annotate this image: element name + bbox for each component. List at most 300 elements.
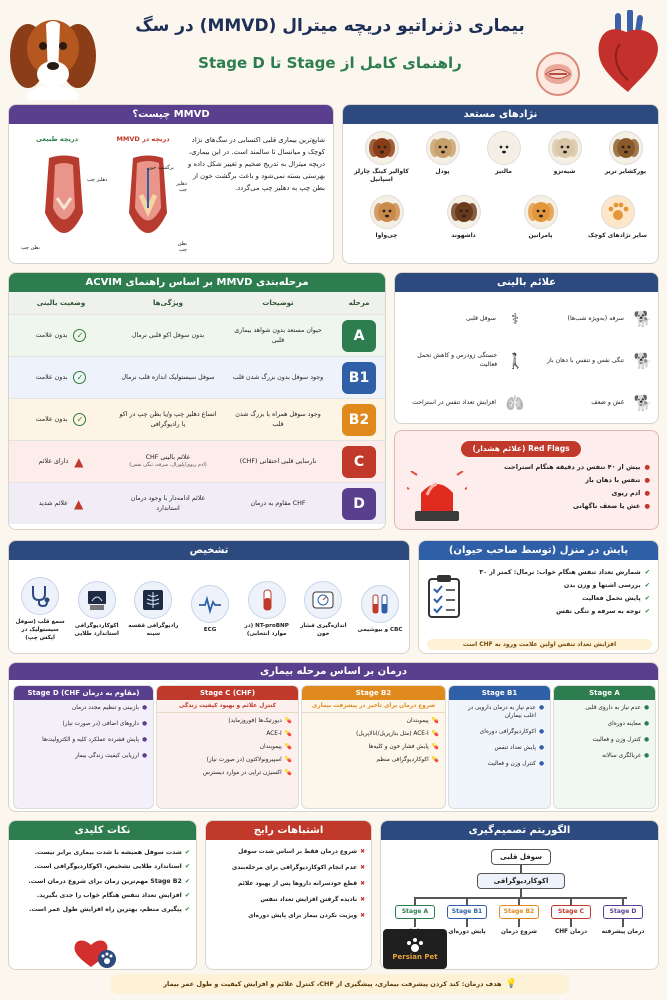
algo-connector: [518, 897, 520, 905]
treatment-stage-title: Stage B1: [449, 686, 550, 700]
algo-stage: Stage B2: [499, 905, 539, 919]
treatment-stage-b1: [448, 685, 551, 809]
treatment-stage-title: Stage C (CHF): [157, 686, 298, 700]
treatment-text: معاینه دوره‌ای: [607, 721, 641, 728]
brand-name: Persian Pet: [392, 953, 438, 961]
treatment-list: [14, 700, 153, 772]
diagnosis-text: NT-proBNP (در موارد انتخابی): [244, 623, 289, 637]
regurg-label: برگشت خون: [147, 165, 174, 171]
bullet-icon: ●: [538, 745, 544, 752]
bulb-icon: 💡: [505, 979, 517, 989]
dog-avatar-icon: [365, 131, 399, 165]
bullet-icon: ●: [644, 463, 650, 471]
sign-text: تنگی نفس و تنفس با دهان باز: [547, 356, 624, 364]
sign-item: [402, 299, 528, 339]
algo-connector: [622, 919, 624, 927]
breeds-title: نژادهای مستعد: [343, 105, 658, 124]
treatment-text: بازبینی و تنظیم مجدد درمان: [71, 705, 139, 711]
dog-avatar-icon: [370, 195, 404, 229]
footer-text: هدف درمان: کند کردن پیشرفت بیماری، پیشگیری از CHF، کنترل علائم و افزایش کیفیت و طول عمر بیمار: [163, 980, 502, 988]
home-item: [470, 608, 650, 615]
algo-stage: Stage B1: [447, 905, 487, 919]
bullet-icon: ●: [141, 705, 147, 711]
treatment-item: [308, 756, 439, 764]
stage-status: [9, 329, 113, 342]
check-circle-icon: ✓: [73, 329, 86, 342]
keypoint-item: [13, 849, 190, 857]
mistake-text: نادیده گرفتن افزایش تعداد تنفس: [260, 896, 358, 903]
treatment-list: [554, 700, 655, 772]
stage-status: [9, 413, 113, 426]
stage-desc: نارسایی قلبی احتقانی (CHF): [239, 457, 317, 465]
treatment-stage-d: [13, 685, 154, 809]
algo-action: شروع درمان: [501, 929, 537, 935]
page-title: بیماری دژنراتیو دریچه میترال (MMVD) در سگ: [135, 16, 525, 36]
check-icon: ✔: [184, 877, 190, 885]
diagnosis-items: [13, 569, 407, 651]
treatment-text: پیموبندان: [406, 718, 429, 724]
breed-item: [348, 195, 425, 257]
stage-label: C: [342, 446, 376, 478]
treatment-text: عدم نیاز به درمان دارویی در اغلب بیماران: [467, 705, 536, 720]
sign-text: سرفه (به‌ویژه شب‌ها): [567, 314, 624, 322]
sign-item: [530, 341, 656, 381]
treatment-item: [20, 704, 147, 712]
redflag-item: [500, 463, 650, 471]
mistake-item: [210, 849, 365, 857]
treatment-item: [560, 704, 649, 712]
check-icon: ✔: [184, 849, 190, 856]
diagnosis-text: اکوکاردیوگرافی استاندارد طلایی: [74, 623, 119, 637]
algo-stage: Stage A: [395, 905, 435, 919]
treatment-list: [449, 700, 550, 781]
keypoint-text: افزایش تعداد تنفس هنگام خواب را جدی بگیرید.: [36, 892, 182, 900]
xray-icon: [134, 581, 172, 619]
blood-pressure-icon: [304, 581, 342, 619]
bullet-icon: ●: [141, 721, 147, 728]
stage-badge: [333, 320, 385, 352]
mmvd-valve-label: دریچه در MMVD: [116, 135, 170, 143]
mistake-text: قطع خودسرانه داروها پس از بهبود علائم: [238, 880, 358, 887]
keypoint-item: [13, 878, 190, 886]
stage-features: سوفل سیستولیک اندازه قلب نرمال: [121, 373, 215, 381]
treatment-text: ACE-I: [266, 731, 282, 738]
stage-desc: CHF مقاوم به درمان: [250, 499, 306, 507]
algo-stage: Stage D: [603, 905, 643, 919]
keypoint-text: پیگیری منظم، بهترین راه افزایش طول عمر است.: [29, 906, 182, 914]
breed-item: [425, 195, 502, 257]
valve-diagrams: [17, 131, 187, 261]
clipboard-icon: [427, 573, 461, 619]
redflag-text: بیش از ۴۰ تنفس در دقیقه هنگام استراحت: [504, 463, 641, 471]
home-card: [418, 540, 659, 654]
treatment-stage-c: [156, 685, 299, 809]
algo-connector: [622, 897, 624, 905]
treatment-item: [455, 744, 544, 752]
diagnosis-item: [296, 581, 350, 639]
breed-name: کاوالیر کینگ چارلز اسپانیل: [354, 168, 409, 183]
treatment-item: [308, 730, 439, 738]
bullet-icon: ●: [538, 761, 544, 768]
stage-row: [9, 482, 385, 524]
mistake-text: شروع درمان فقط بر اساس شدت سوفل: [238, 849, 358, 855]
algorithm-card: [380, 820, 659, 970]
bullet-icon: ●: [643, 721, 649, 728]
stage-row: [9, 398, 385, 440]
diagnosis-text: CBC و بیوشیمی: [357, 627, 403, 634]
treatment-text: ACE-I (مثل بنازپریل/انالاپریل): [356, 731, 429, 738]
col-status: وضعیت بالینی: [36, 299, 86, 307]
treatment-item: [560, 752, 649, 760]
home-list: [470, 569, 650, 621]
warning-icon: ▲: [73, 496, 84, 511]
redflags-title: Red Flags (علائم هشدار): [461, 441, 581, 457]
check-icon: ✔: [644, 608, 650, 615]
dog-panting-icon: 🐕: [633, 352, 653, 370]
treatment-stage-b2: [301, 685, 446, 809]
mistake-text: عدم انجام اکوکاردیوگرافی برای مرحله‌بندی: [231, 864, 358, 871]
keypoint-text: Stage B2 مهم‌ترین زمان برای شروع درمان است.: [28, 877, 182, 885]
x-icon: ✖: [360, 896, 365, 903]
treatment-item: [308, 717, 439, 725]
sign-item: [530, 299, 656, 339]
treatment-text: غربالگری سالانه: [602, 753, 641, 760]
bullet-icon: ●: [644, 476, 650, 484]
treatment-item: [20, 736, 147, 744]
stage-features: اتساع دهلیز چپ و/یا بطن چپ در اکو یا رادیوگرافی: [119, 411, 217, 428]
redflag-text: غش یا ضعف ناگهانی: [572, 502, 641, 510]
diagnosis-title: تشخیص: [9, 541, 409, 560]
la-label-normal: دهلیز چپ: [87, 177, 108, 183]
algo-start: سوفل قلبی: [491, 849, 551, 865]
breed-item: [595, 131, 656, 193]
mistake-item: [210, 913, 365, 921]
mistakes-title: اشتباهات رایج: [206, 821, 371, 840]
treatment-item: [20, 720, 147, 728]
treatment-text: دیورتیک‌ها (فوروزماید): [228, 718, 282, 724]
bullet-icon: 💊: [284, 757, 292, 764]
treatment-text: پایش فشار خون و کلیه‌ها: [368, 744, 429, 751]
treatment-item: [20, 752, 147, 760]
ecg-icon: [191, 585, 229, 623]
treatment-stage-title: Stage D (CHF مقاوم به درمان): [14, 686, 153, 700]
x-icon: ✖: [360, 864, 365, 871]
x-icon: ✖: [360, 849, 365, 855]
bullet-icon: 💊: [284, 770, 292, 777]
home-text: شمارش تعداد تنفس هنگام خواب: نرمال: کمتر از ۳۰: [479, 569, 641, 576]
keypoint-text: شدت سوفل همیشه با شدت بیماری برابر نیست.: [34, 849, 182, 856]
mistake-item: [210, 897, 365, 905]
algo-echo: اکوکاردیوگرافی: [477, 873, 565, 889]
treatment-item: [560, 736, 649, 744]
breed-name: داشهوند: [451, 232, 476, 239]
treatment-text: پایش فشرده عملکرد کلیه و الکترولیت‌ها: [42, 737, 139, 744]
check-icon: ✔: [184, 892, 190, 900]
treatment-text: اکوکاردیوگرافی دوره‌ای: [479, 729, 536, 736]
col-feat: ویژگی‌ها: [153, 299, 183, 307]
what-is-card: [8, 104, 334, 264]
diagnosis-text: ECG: [203, 627, 217, 634]
stage-label: D: [342, 488, 376, 520]
stage-status-text: بدون علامت: [35, 416, 68, 423]
treatment-item: [163, 717, 292, 725]
stage-features-note: (ادم ریوی/پلورال، سرفه، تنگی نفس): [129, 462, 207, 469]
tired-person-icon: 🚶: [506, 352, 525, 370]
stage-badge: [333, 362, 385, 394]
stage-status-text: بدون علامت: [35, 374, 68, 381]
staging-rows: [9, 314, 385, 524]
echo-machine-icon: [78, 581, 116, 619]
sign-text: افزایش تعداد تنفس در استراحت: [412, 398, 496, 406]
breed-name: مالتیز: [495, 168, 512, 175]
diagnosis-text: رادیوگرافی قفسه سینه: [128, 623, 179, 637]
breed-item: [579, 195, 656, 257]
algo-action: پایش دوره‌ای: [448, 929, 486, 935]
treatment-item: [163, 730, 292, 738]
treatment-item: [455, 704, 544, 720]
mistakes-card: [205, 820, 372, 970]
algo-connector: [414, 919, 416, 927]
bullet-icon: ●: [643, 737, 649, 744]
diagnosis-item: [353, 585, 407, 635]
staging-header-row: [9, 292, 385, 314]
check-icon: ✔: [184, 906, 190, 914]
treatment-text: کنترل وزن و فعالیت: [592, 737, 641, 744]
stage-features: بدون سوفل اکو قلبی نرمال: [131, 331, 205, 339]
stage-desc: حیوان مستعد بدون شواهد بیماری قلبی: [234, 327, 322, 344]
bullet-icon: 💊: [431, 731, 439, 738]
bullet-icon: 💊: [284, 718, 292, 724]
fainting-dog-icon: 🐕: [633, 394, 653, 412]
treatment-text: اکسیژن تراپی در موارد دیسترس: [202, 770, 282, 777]
stage-row: [9, 356, 385, 398]
breed-name: چی‌واوا: [375, 232, 398, 239]
breed-name: پودل: [435, 168, 450, 175]
bullet-icon: ●: [643, 753, 649, 760]
diagnosis-card: [8, 540, 410, 654]
check-circle-icon: ✓: [73, 413, 86, 426]
algo-action: درمان پیشرفته: [601, 929, 645, 935]
signs-grid: [399, 299, 656, 423]
breed-item: [412, 131, 473, 193]
treatment-title: درمان بر اساس مرحله بیماری: [9, 663, 658, 680]
bullet-icon: ●: [644, 489, 650, 497]
keypoint-text: استاندارد طلایی تشخیص، اکوکاردیوگرافی است.: [34, 863, 182, 871]
dog-avatar-icon: [548, 131, 582, 165]
check-circle-icon: ✓: [73, 371, 86, 384]
home-text: پایش تحمل فعالیت: [581, 595, 641, 602]
bullet-icon: 💊: [284, 731, 292, 738]
keypoint-item: [13, 863, 190, 871]
mistake-item: [210, 881, 365, 889]
stage-row: [9, 440, 385, 482]
sign-item: [402, 341, 528, 381]
breed-item: [351, 131, 412, 193]
redflag-item: [500, 502, 650, 510]
algo-connector: [466, 897, 468, 905]
normal-valve-label: دریچه طبیعی: [35, 135, 79, 143]
redflag-item: [500, 476, 650, 484]
normal-valve-icon: [39, 153, 89, 253]
algo-connector: [518, 919, 520, 927]
valve-circle-icon: [536, 52, 580, 96]
sign-text: سوفل قلبی: [465, 314, 496, 322]
bullet-icon: ●: [141, 753, 147, 760]
algorithm-title: الگوریتم تصمیم‌گیری: [381, 821, 658, 840]
treatment-text: پیموبندان: [259, 744, 282, 751]
persian-pet-logo: [383, 929, 447, 969]
treatment-item: [163, 756, 292, 764]
sign-item: [402, 383, 528, 423]
footer-bar: [110, 974, 570, 994]
treatment-list: [157, 713, 298, 787]
page-subtitle: راهنمای کامل از Stage تا Stage D: [198, 54, 462, 72]
home-item: [470, 582, 650, 589]
redflag-item: [500, 489, 650, 497]
mistake-text: ویزیت نکردن بیمار برای پایش دوره‌ای: [248, 912, 358, 919]
bullet-icon: 💊: [431, 718, 439, 724]
heart-illustration: [590, 10, 662, 94]
redflag-text: ادم ریوی: [611, 489, 641, 497]
treatment-text: اکوکاردیوگرافی منظم: [376, 757, 429, 764]
bullet-icon: ●: [141, 737, 147, 744]
keypoints-list: [13, 849, 190, 921]
treatment-text: ارزیابی کیفیت زندگی بیمار: [75, 753, 139, 760]
treatment-text: کنترل وزن و فعالیت: [487, 761, 536, 768]
bullet-icon: ●: [643, 705, 649, 711]
mistakes-list: [210, 849, 365, 929]
stage-features: علائم ادامه‌دار با وجود درمان استاندارد: [130, 495, 206, 512]
treatment-text: داروهای اضافی (در صورت نیاز): [62, 721, 139, 728]
warning-icon: ▲: [74, 454, 84, 469]
diagnosis-text: سمع قلب (سوفل سیستولیک در اپکس چپ): [15, 619, 65, 641]
keypoint-item: [13, 906, 190, 914]
breed-name: شیه‌تزو: [553, 168, 576, 175]
diagnosis-item: [13, 577, 67, 642]
algo-action: درمان CHF: [554, 929, 588, 935]
stage-desc: وجود سوفل بدون بزرگ شدن قلب: [232, 373, 324, 381]
diagnosis-item: [183, 585, 237, 635]
redflag-text: تنفس با دهان باز: [585, 476, 641, 484]
stage-status-text: بدون علامت: [35, 332, 68, 339]
bullet-icon: 💊: [431, 744, 439, 751]
home-item: [470, 569, 650, 576]
bullet-icon: 💊: [431, 757, 439, 764]
x-icon: ✖: [360, 912, 365, 919]
breed-item: [473, 131, 534, 193]
stage-desc: وجود سوفل همراه با بزرگ شدن قلب: [235, 411, 321, 428]
staging-card: [8, 272, 386, 530]
treatment-text: اسپیرونولاکتون (در صورت نیاز): [206, 757, 282, 764]
sign-text: غش و ضعف: [591, 398, 624, 406]
stage-badge: [333, 488, 385, 520]
stage-row: [9, 314, 385, 356]
algo-connector: [570, 919, 572, 927]
breeds-grid: [347, 131, 656, 261]
home-title: پایش در منزل (توسط صاحب حیوان): [419, 541, 658, 560]
breed-item: [502, 195, 579, 257]
breed-name: یورکشایر تریر: [604, 168, 647, 175]
la-label-mmvd: دهلیز چپ: [176, 181, 187, 193]
test-tubes-icon: [361, 585, 399, 623]
stage-status: [9, 455, 113, 469]
breeds-card: [342, 104, 659, 264]
stage-badge: [333, 446, 385, 478]
header: [0, 0, 667, 100]
dog-avatar-icon: [609, 131, 643, 165]
keypoints-card: [8, 820, 197, 970]
check-icon: ✔: [644, 595, 650, 602]
stage-label: B1: [342, 362, 376, 394]
bullet-icon: ●: [538, 729, 544, 736]
check-icon: ✔: [184, 863, 190, 871]
treatment-card: [8, 662, 659, 812]
diagnosis-item: [240, 581, 294, 639]
dog-illustration: [6, 4, 100, 100]
treatment-stage-sub: کنترل علائم و بهبود کیفیت زندگی: [157, 700, 298, 713]
treatment-text: عدم نیاز به داروی قلبی: [585, 705, 641, 711]
what-is-text: شایع‌ترین بیماری قلبی اکتسابی در سگ‌های نژاد کوچک و میانسال تا سالمند است. در این بیماری، دریچه میترال به تدریج ضخیم و تغییر شکل داده و بهرستی بسته نمی‌شود و باعث برگشت خون از بطن چپ به دهلیز چپ می‌گردد.: [188, 136, 325, 192]
dog-cough-icon: 🐕: [633, 310, 653, 328]
dog-avatar-icon: [447, 195, 481, 229]
treatment-item: [455, 728, 544, 736]
redflags-list: [500, 463, 650, 515]
keypoints-title: نکات کلیدی: [9, 821, 196, 840]
treatment-columns: [13, 685, 656, 809]
check-icon: ✔: [644, 582, 650, 589]
signs-title: علائم بالینی: [395, 273, 658, 292]
check-icon: ✔: [644, 569, 650, 576]
treatment-stage-a: [553, 685, 656, 809]
dog-avatar-icon: [487, 131, 521, 165]
stage-status-text: دارای علائم: [38, 458, 69, 465]
algo-arrow-1: [520, 865, 522, 873]
stethoscope-icon: [21, 577, 59, 615]
algo-connector: [466, 919, 468, 927]
stage-status: [9, 371, 113, 384]
stage-badge: [333, 404, 385, 436]
breed-name: پامرانین: [528, 232, 553, 239]
sign-text: خستگی زودرس و کاهش تحمل فعالیت: [417, 352, 498, 368]
lungs-icon: 🫁: [505, 394, 525, 412]
algo-connector: [570, 897, 572, 905]
breed-item: [534, 131, 595, 193]
home-item: [470, 595, 650, 602]
algo-stage: Stage C: [551, 905, 591, 919]
stage-label: B2: [342, 404, 376, 436]
treatment-item: [163, 769, 292, 777]
algo-arrow-2: [520, 889, 522, 897]
x-icon: ✖: [360, 880, 365, 887]
home-text: بررسی اشتها و وزن بدن: [563, 582, 641, 589]
what-is-title: MMVD چیست؟: [9, 105, 333, 124]
treatment-item: [308, 743, 439, 751]
lv-label-mmvd: بطن چپ: [177, 241, 187, 253]
algo-connector: [414, 897, 416, 905]
treatment-item: [455, 760, 544, 768]
keypoint-item: [13, 892, 190, 900]
treatment-stage-title: Stage B2: [302, 686, 445, 700]
blood-vial-icon: [248, 581, 286, 619]
diagnosis-item: [70, 581, 124, 639]
stage-features: علائم بالینی CHF (ادم ریوی/پلورال، سرفه، تنگی نفس): [113, 453, 223, 470]
treatment-text: پایش تعداد تنفس: [494, 745, 536, 752]
col-desc: توضیحات: [262, 299, 294, 307]
sign-item: [530, 383, 656, 423]
staging-title: مرحله‌بندی MMVD بر اساس راهنمای ACVIM: [9, 273, 385, 292]
home-text: توجه به سرفه و تنگی نفس: [556, 608, 641, 615]
heart-paw-icon: [71, 939, 119, 969]
